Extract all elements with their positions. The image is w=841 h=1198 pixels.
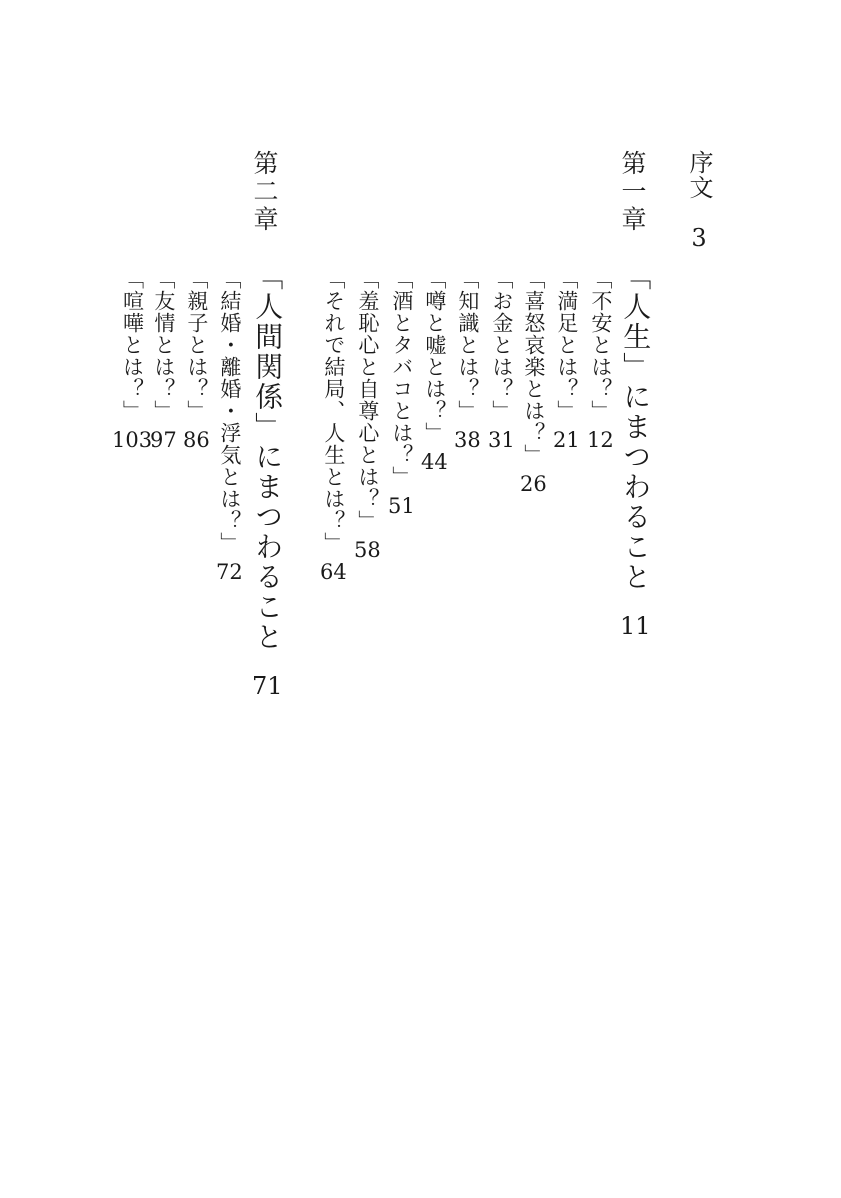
toc-entry-chapter-2[interactable] (252, 262, 283, 698)
toc-entry-section[interactable] (454, 268, 481, 451)
section-page-number: 31 (488, 428, 515, 452)
section-title: 「噂と嘘とは？」 (422, 268, 447, 444)
section-page-number: 12 (587, 428, 614, 452)
section-page-number: 86 (183, 428, 210, 452)
chapter-2-heading: 第二章 (250, 150, 279, 234)
section-page-number: 21 (553, 428, 580, 452)
section-page-number: 58 (354, 538, 381, 562)
section-title: 「不安とは？」 (588, 268, 613, 422)
section-title: 「羞恥心と自尊心とは？」 (355, 268, 380, 532)
toc-entry-section[interactable] (354, 268, 381, 561)
section-page-number: 103 (112, 428, 153, 452)
toc-entry-chapter-1[interactable] (620, 262, 651, 638)
toc-entry-section[interactable] (553, 268, 580, 451)
toc-entry-section[interactable] (183, 268, 210, 451)
toc-entry-section[interactable] (421, 268, 448, 473)
section-page-number: 26 (520, 472, 547, 496)
section-title: 「喧嘩とは？」 (120, 268, 145, 422)
chapter-1-heading-entry (620, 150, 645, 234)
toc-entry-section[interactable] (520, 268, 547, 495)
section-page-number: 44 (421, 450, 448, 474)
section-page-number: 97 (150, 428, 177, 452)
section-page-number: 38 (454, 428, 481, 452)
chapter-2-page-number: 71 (252, 672, 283, 700)
section-title: 「お金とは？」 (489, 268, 514, 422)
toc-entry-section[interactable] (587, 268, 614, 451)
section-title: 「喜怒哀楽とは？」 (521, 268, 546, 466)
chapter-2-heading-entry (252, 150, 277, 234)
section-title: 「結婚・離婚・浮気とは？」 (217, 268, 242, 554)
toc-entry-section[interactable] (112, 268, 152, 451)
section-page-number: 64 (320, 560, 347, 584)
chapter-1-title: 「人生」にまつわること (619, 262, 653, 592)
section-title: 「友情とは？」 (151, 268, 176, 422)
preface-title: 序文 (685, 150, 713, 200)
toc-entry-section[interactable] (150, 268, 177, 451)
chapter-1-heading: 第一章 (618, 150, 647, 234)
section-title: 「親子とは？」 (184, 268, 209, 422)
section-title: 「知識とは？」 (455, 268, 480, 422)
section-page-number: 72 (216, 560, 243, 584)
section-page-number: 51 (388, 494, 415, 518)
toc-entry-section[interactable] (216, 268, 243, 583)
chapter-1-page-number: 11 (620, 612, 651, 640)
section-title: 「それで結局、人生とは？」 (321, 268, 346, 554)
chapter-2-title: 「人間関係」にまつわること (251, 262, 285, 652)
toc-entry-preface[interactable] (687, 150, 711, 250)
toc-entry-section[interactable] (488, 268, 515, 451)
toc-entry-section[interactable] (320, 268, 347, 583)
section-title: 「酒とタバコとは？」 (389, 268, 414, 488)
section-title: 「満足とは？」 (554, 268, 579, 422)
toc-entry-section[interactable] (388, 268, 415, 517)
preface-page-number: 3 (691, 224, 707, 252)
